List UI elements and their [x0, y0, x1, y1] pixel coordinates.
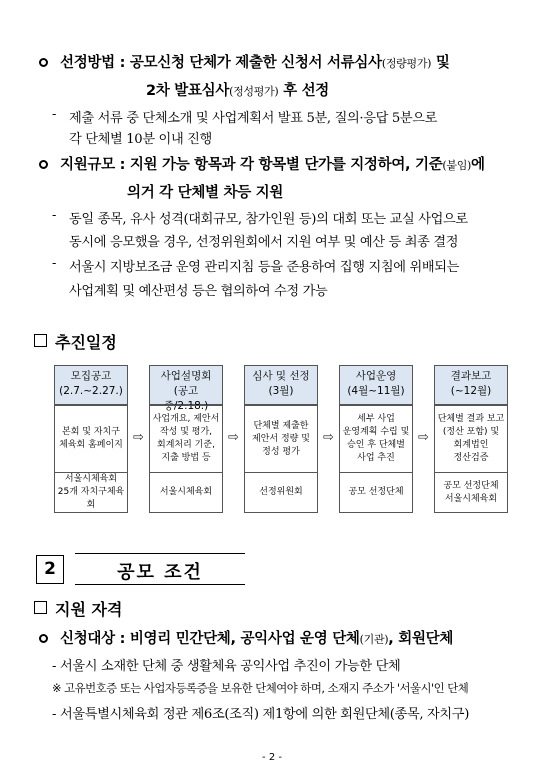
- schedule-step-header: 모집공고 (2.7.~2.27.): [54, 365, 128, 405]
- schedule-step-owner: 서울시체육회: [149, 473, 223, 513]
- flow-arrow-icon: ⇨: [418, 430, 429, 445]
- dash-bullet: -: [52, 107, 57, 122]
- circle-bullet-icon: [39, 160, 48, 169]
- scale-detail-line: 사업계획 및 예산편성 등은 협의하여 수정 가능: [69, 284, 328, 299]
- square-bullet-icon: [34, 601, 47, 614]
- schedule-step-owner: 선정위원회: [244, 473, 318, 513]
- schedule-step-owner: 공모 선정단체 서울시체육회: [434, 473, 508, 513]
- schedule-step-header: 결과보고 (~12월): [434, 365, 508, 405]
- schedule-step-description: 단체별 제출한 제안서 정량 및 정성 평가: [244, 405, 318, 473]
- flow-arrow-icon: ⇨: [323, 430, 334, 445]
- schedule-step-header: 사업설명회 (공고 중/2.18.): [149, 365, 223, 405]
- circle-bullet-icon: [39, 634, 48, 643]
- schedule-step-owner: 공모 선정단체: [339, 473, 413, 513]
- dash-bullet: -: [52, 208, 57, 223]
- schedule-step-owner: 서울시체육회 25개 자치구체육회: [54, 473, 128, 513]
- chapter-title: 공모 조건: [117, 562, 203, 583]
- schedule-step-header: 심사 및 선정 (3월): [244, 365, 318, 405]
- schedule-step-description: 세부 사업 운영계획 수립 및 승인 후 단체별 사업 추진: [339, 405, 413, 473]
- selection-detail-line: 각 단체별 10분 이내 진행: [69, 132, 212, 147]
- support-scale-heading-line2: 의거 각 단체별 차등 지원: [127, 185, 284, 201]
- eligibility-detail-line: - 서울특별시체육회 정관 제6조(조직) 제1항에 의한 회원단체(종목, 자치구): [52, 707, 469, 722]
- circle-bullet-icon: [39, 58, 48, 67]
- page-number: - 2 -: [262, 752, 282, 763]
- schedule-step-description: 본회 및 자치구 체육회 홈페이지: [54, 405, 128, 473]
- eligibility-detail-line: - 서울시 소재한 단체 중 생활체육 공익사업 추진이 가능한 단체: [52, 659, 401, 674]
- scale-detail-line: 동일 종목, 유사 성격(대회규모, 참가인원 등)의 대회 또는 교실 사업으로: [69, 212, 468, 227]
- selection-detail-line: 제출 서류 중 단체소개 및 사업계획서 발표 5분, 질의·응답 5분으로: [69, 111, 438, 126]
- square-bullet-icon: [34, 334, 47, 347]
- schedule-step-description: 사업개요, 제안서 작성 및 평가, 회계처리 기준, 지출 방법 등: [149, 405, 223, 473]
- eligibility-title: 지원 자격: [55, 600, 123, 619]
- flow-arrow-icon: ⇨: [228, 430, 239, 445]
- scale-detail-line: 서울시 지방보조금 운영 관리지침 등을 준용하여 집행 지침에 위배되는: [69, 260, 460, 275]
- schedule-title: 추진일정: [55, 333, 117, 352]
- eligibility-note-line: ※ 고유번호증 또는 사업자등록증을 보유한 단체여야 하며, 소재지 주소가 '서울시'인 단체: [52, 681, 469, 695]
- eligibility-heading: 신청대상 : 비영리 민간단체, 공익사업 운영 단체(기관), 회원단체: [60, 631, 454, 647]
- chapter-divider-top: [75, 553, 245, 554]
- dash-bullet: -: [52, 256, 57, 271]
- support-scale-heading: 지원규모 : 지원 가능 항목과 각 항목별 단가를 지정하여, 기준(붙임)에: [60, 157, 485, 173]
- schedule-step-description: 단체별 결과 보고 (정산 포함) 및 회계법인 정산검증: [434, 405, 508, 473]
- chapter-divider-bottom: [75, 584, 245, 585]
- chapter-number-box: 2: [36, 555, 64, 584]
- schedule-step-header: 사업운영 (4월~11월): [339, 365, 413, 405]
- selection-method-heading: 선정방법 : 공모신청 단체가 제출한 신청서 서류심사(정량평가) 및: [60, 55, 450, 71]
- selection-method-heading-line2: 2차 발표심사(정성평가) 후 선정: [146, 83, 329, 99]
- scale-detail-line: 동시에 응모했을 경우, 선정위원회에서 지원 여부 및 예산 등 최종 결정: [69, 235, 459, 250]
- flow-arrow-icon: ⇨: [133, 430, 144, 445]
